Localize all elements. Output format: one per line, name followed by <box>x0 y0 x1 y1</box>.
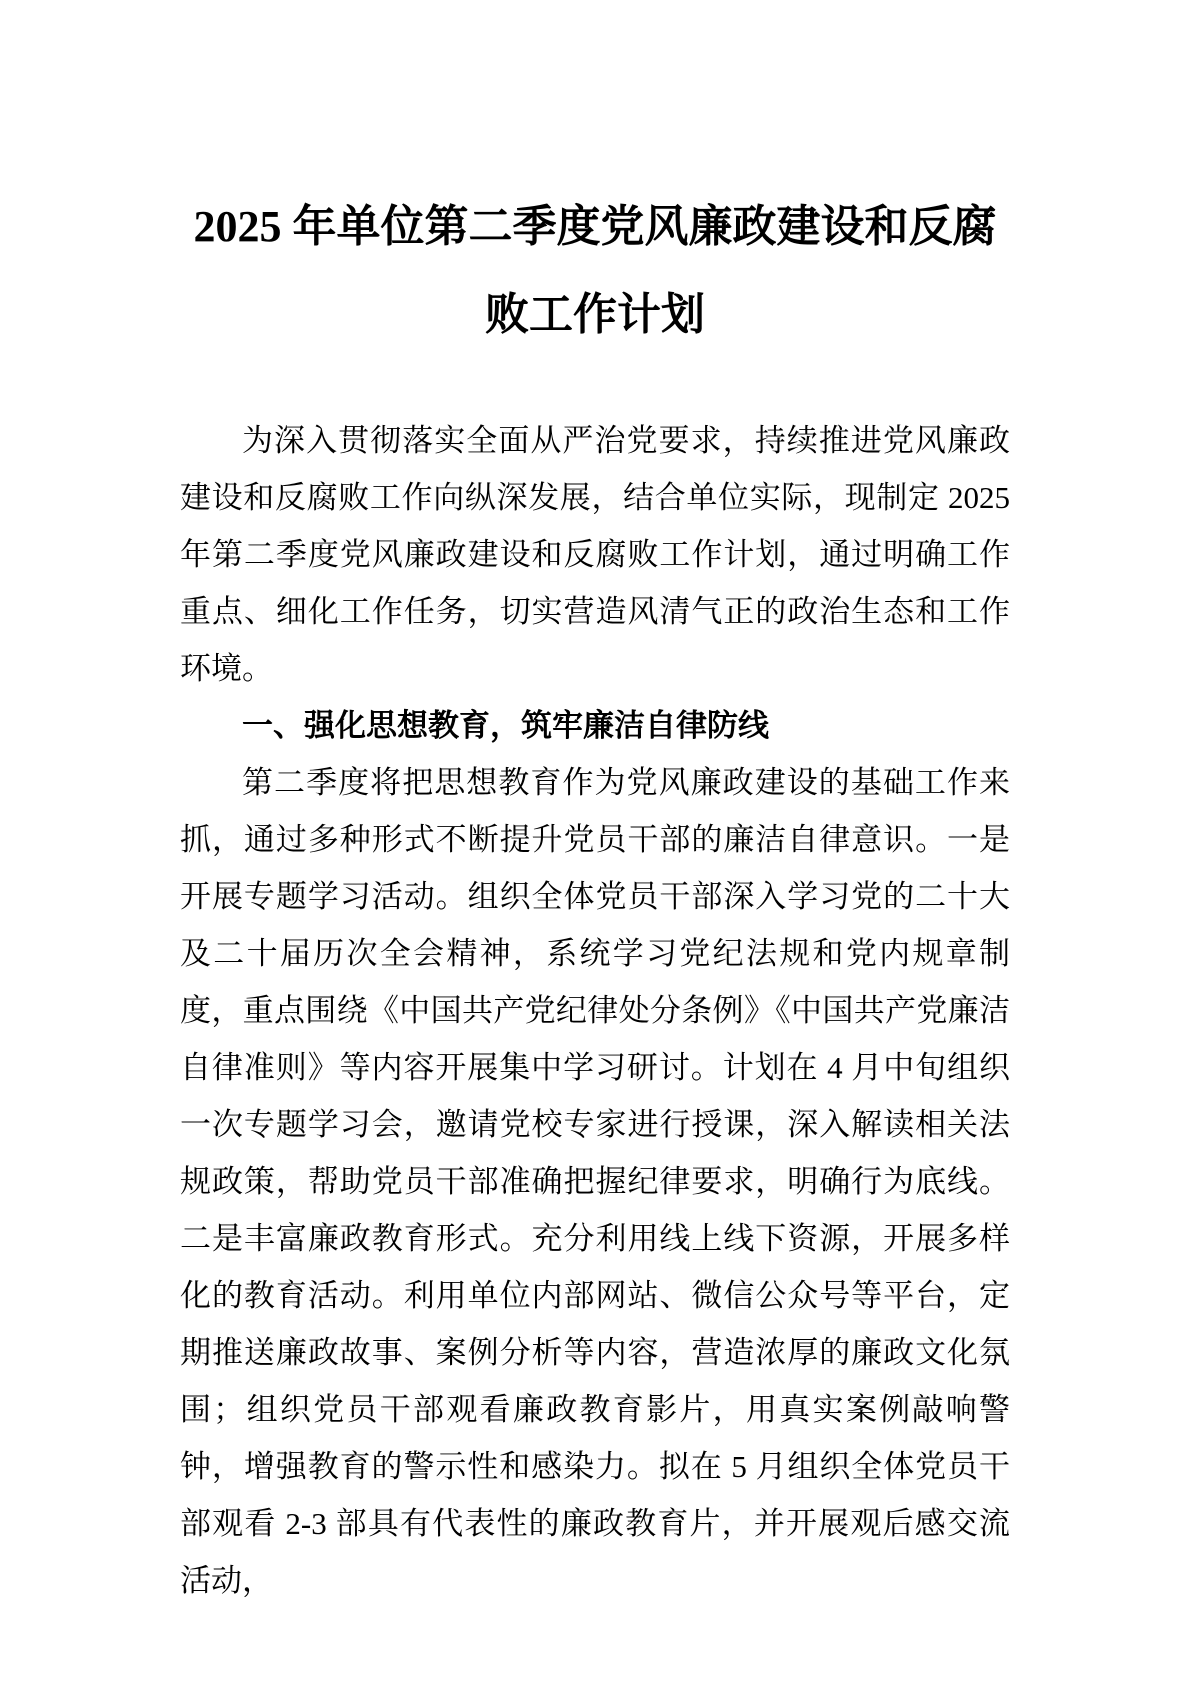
document-content <box>180 183 1010 1609</box>
section-1-paragraph: 第二季度将把思想教育作为党风廉政建设的基础工作来抓，通过多种形式不断提升党员干部的廉洁自律意识。一是开展专题学习活动。组织全体党员干部深入学习党的二十大及二十届历次全会精神，系统学习党纪法规和党内规章制度，重点围绕《中国共产党纪律处分条例》《中国共产党廉洁自律准则》等内容开展集中学习研讨。计划在 4 月中旬组织一次专题学习会，邀请党校专家进行授课，深入解读相关法规政策，帮助党员干部准确把握纪律要求，明确行为底线。二是丰富廉政教育形式。充分利用线上线下资源，开展多样化的教育活动。利用单位内部网站、微信公众号等平台，定期推送廉政故事、案例分析等内容，营造浓厚的廉政文化氛围；组织党员干部观看廉政教育影片，用真实案例敲响警钟，增强教育的警示性和感染力。拟在 5 月组织全体党员干部观看 2-3 部具有代表性的廉政教育片，并开展观后感交流活动， <box>180 765 1010 1598</box>
document-title: 2025 年单位第二季度党风廉政建设和反腐败工作计划 <box>193 202 997 339</box>
intro-paragraph: 为深入贯彻落实全面从严治党要求，持续推进党风廉政建设和反腐败工作向纵深发展，结合单位实际，现制定 2025 年第二季度党风廉政建设和反腐败工作计划，通过明确工作重点、细化工作任务，切实营造风清气正的政治生态和工作环境。 <box>180 423 1010 686</box>
section-heading-1: 一、强化思想教育，筑牢廉洁自律防线 <box>242 708 769 743</box>
